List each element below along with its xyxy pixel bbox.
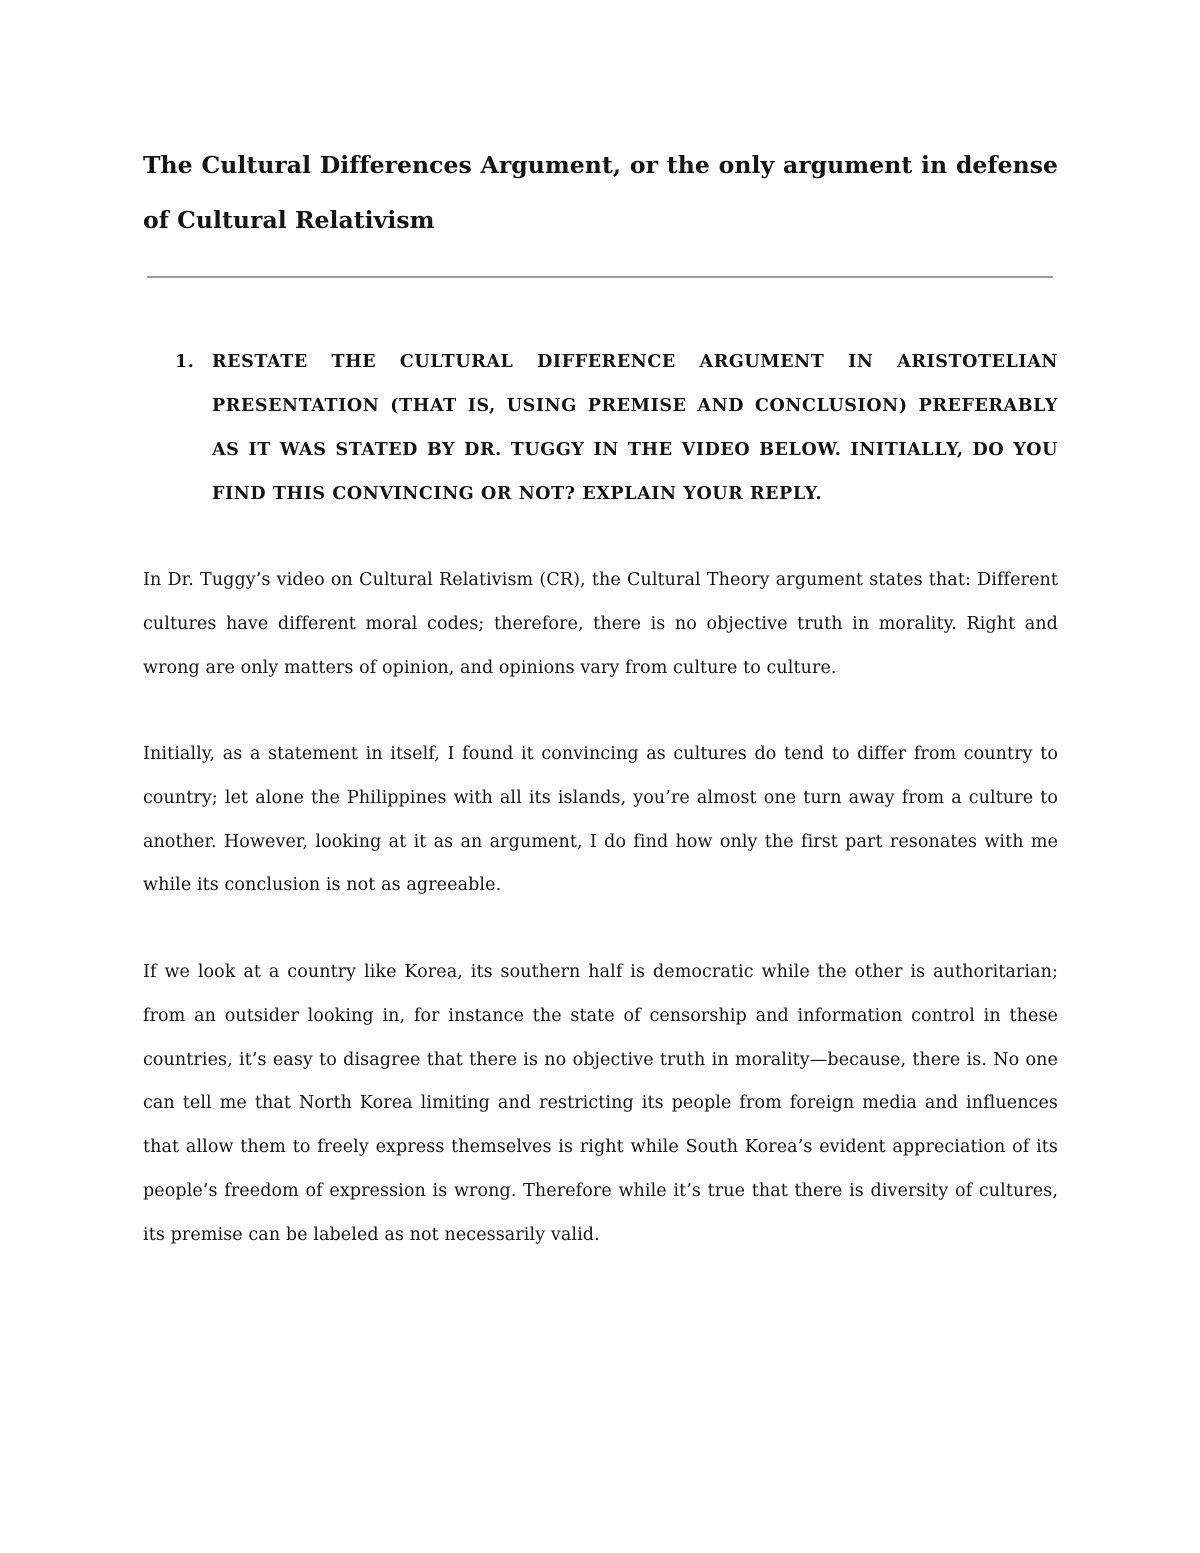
horizontal-divider [147, 276, 1053, 278]
body-paragraph: Initially, as a statement in itself, I found it convincing as cultures do tend to differ from country to country; let alone the Philippines with all its islands, you’re almost one turn away from a culture to another. However, looking at it as an argument, I do find how only the first part resonates with me while its conclusion is not as agreeable. [143, 744, 1058, 896]
question-number: 1. [175, 352, 195, 372]
document-title: The Cultural Differences Argument, or the only argument in defense of Cultural Relativism [143, 151, 1058, 234]
body-paragraph: In Dr. Tuggy’s video on Cultural Relativism (CR), the Cultural Theory argument states that: Different cultures have different moral codes; therefore, there is no objective truth in morality. Right and wrong are only matters of opinion, and opinions vary from culture to culture. [143, 570, 1058, 678]
question-text: RESTATE THE CULTURAL DIFFERENCE ARGUMENT IN ARISTOTELIAN PRESENTATION (THAT IS, USING PREMISE AND CONCLUSION) PREFERABLY AS IT WAS STATED BY DR. TUGGY IN THE VIDEO BELOW. INITIALLY, DO YOU FIND THIS CONVINCING OR NOT? EXPLAIN YOUR REPLY. [212, 352, 1058, 504]
body-paragraph: If we look at a country like Korea, its southern half is democratic while the other is authoritarian; from an outsider looking in, for instance the state of censorship and information control in these countries, it’s easy to disagree that there is no objective truth in morality—because, there is. No one can tell me that North Korea limiting and restricting its people from foreign media and influences that allow them to freely express themselves is right while South Korea’s evident appreciation of its people’s freedom of expression is wrong. Therefore while it’s true that there is diversity of cultures, its premise can be labeled as not necessarily valid. [143, 962, 1058, 1245]
question-item [175, 340, 1058, 516]
question-list [175, 340, 1058, 516]
